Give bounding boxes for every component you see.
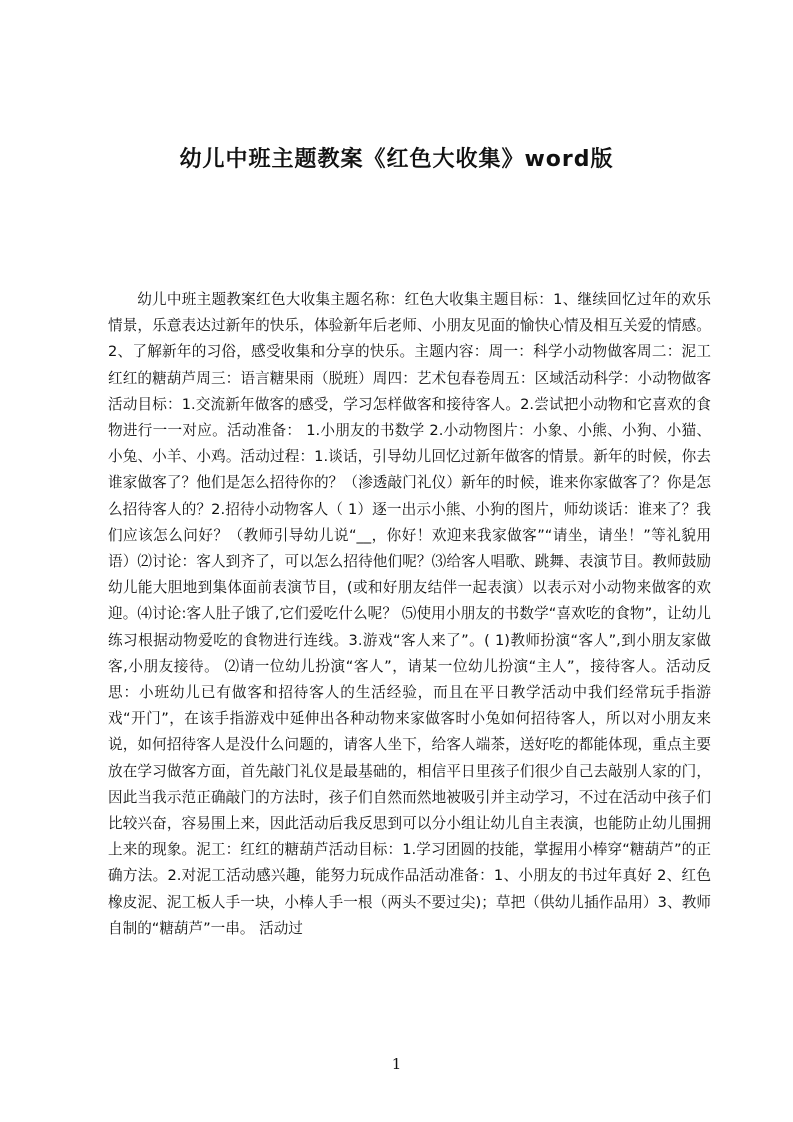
page-number: 1: [391, 1055, 402, 1073]
document-title: 幼儿中班主题教案《红色大收集》word版: [179, 147, 614, 172]
document-body-text: 幼儿中班主题教案红色大收集主题名称：红色大收集主题目标：1、继续回忆过年的欢乐情景，乐意表达过新年的快乐，体验新年后老师、小朋友见面的愉快心情及相互关爱的情感。2、了解新年的习俗，感受收集和分享的快乐。主题内容：周一：科学小动物做客周二：泥工红红的糖葫芦周三：语言糖果雨（脱班）周四：艺术包春卷周五：区域活动科学：小动物做客活动目标：1.交流新年做客的感受，学习怎样做客和接待客人。2.尝试把小动物和它喜欢的食物进行一一对应。活动准备： 1.小朋友的书数学 2.小动物图片：小象、小熊、小狗、小猫、小兔、小羊、小鸡。活动过程：1.谈话，引导幼儿回忆过新年做客的情景。新年的时候，你去谁家做客了？他们是怎么招待你的？（渗透敲门礼仪）新年的时候，谁来你家做客了？你是怎么招待客人的？2.招待小动物客人（ 1）逐一出示小熊、小狗的图片，师幼谈话：谁来了？我们应该怎么问好？（教师引导幼儿说“__，你好！欢迎来我家做客”“请坐，请坐！”等礼貌用语）⑵讨论：客人到齐了，可以怎么招待他们呢？⑶给客人唱歌、跳舞、表演节目。教师鼓励幼儿能大胆地到集体面前表演节目，(或和好朋友结伴一起表演）以表示对小动物来做客的欢迎。⑷讨论:客人肚子饿了,它们爱吃什么呢？ ⑸使用小朋友的书数学“喜欢吃的食物”，让幼儿练习根据动物爱吃的食物进行连线。3.游戏“客人来了”。( 1)教师扮演“客人”,到小朋友家做客,小朋友接待。 ⑵请一位幼儿扮演“客人”，请某一位幼儿扮演“主人”，接待客人。活动反思：小班幼儿已有做客和招待客人的生活经验，而且在平日教学活动中我们经常玩手指游戏“开门”，在该手指游戏中延伸出各种动物来家做客时小兔如何招待客人，所以对小朋友来说，如何招待客人是没什么问题的，请客人坐下，给客人端茶，送好吃的都能体现，重点主要放在学习做客方面，首先敲门礼仪是最基础的，相信平日里孩子们很少自己去敲别人家的门，因此当我示范正确敲门的方法时，孩子们自然而然地被吸引并主动学习，不过在活动中孩子们比较兴奋，容易围上来，因此活动后我反思到可以分小组让幼儿自主表演，也能防止幼儿围拥上来的现象。泥工：红红的糖葫芦活动目标：1.学习团圆的技能，掌握用小棒穿“糖葫芦”的正确方法。2.对泥工活动感兴趣，能努力玩成作品活动准备：1、小朋友的书过年真好 2、红色橡皮泥、泥工板人手一块，小棒人手一根（两头不要过尖)；草把（供幼儿插作品用）3、教师自制的“糖葫芦”一串。 活动过: [108, 291, 711, 937]
